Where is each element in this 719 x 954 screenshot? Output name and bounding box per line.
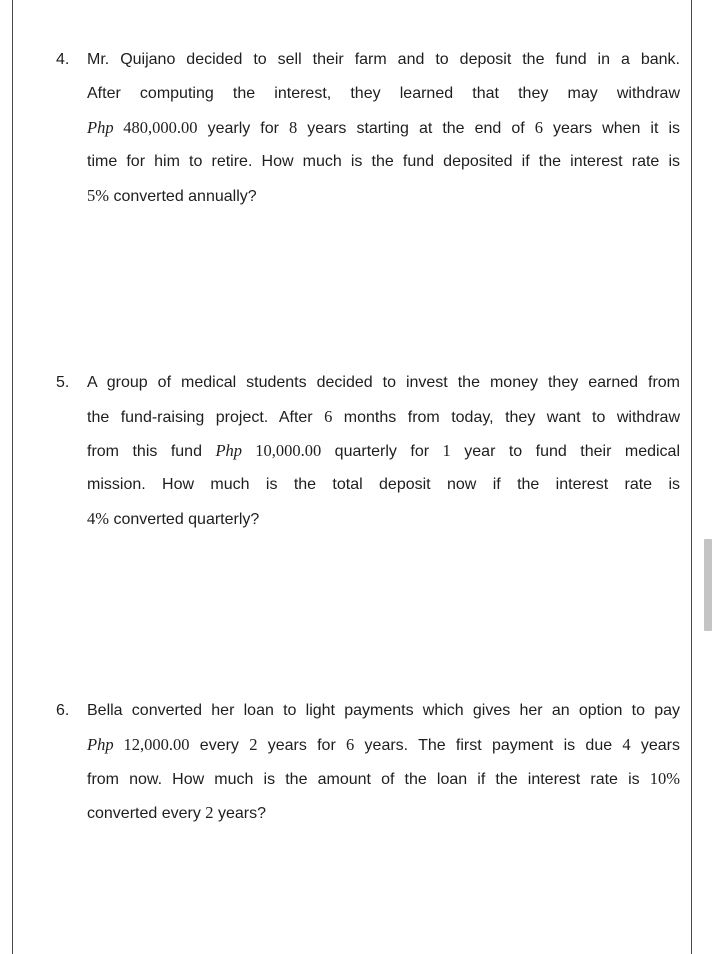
document-page <box>12 0 692 954</box>
problem-line: Bella converted her loan to light payments which gives her an option to pay <box>87 702 680 719</box>
problem-line: Php 480,000.00 yearly for 8 years starting at the end of 6 years when it is <box>87 118 681 137</box>
problem-line: the fund-raising project. After 6 months from today, they want to withdraw <box>87 407 681 426</box>
problem-line: Php 12,000.00 every 2 years for 6 years. The first payment is due 4 years <box>87 735 681 754</box>
problem-line: from this fund Php 10,000.00 quarterly for 1 year to fund their medical <box>87 441 681 460</box>
problem-line: 4% converted quarterly? <box>87 509 260 528</box>
problem-line: mission. How much is the total deposit now if the interest rate is <box>87 476 680 493</box>
problem-number: 5. <box>56 374 70 391</box>
problem-line: time for him to retire. How much is the fund deposited if the interest rate is <box>87 153 680 170</box>
problem-line: Mr. Quijano decided to sell their farm and to deposit the fund in a bank. <box>87 51 680 68</box>
problem-line: converted every 2 years? <box>87 803 266 822</box>
problem-line: After computing the interest, they learned that they may withdraw <box>87 85 680 102</box>
problem-line: A group of medical students decided to invest the money they earned from <box>87 374 680 391</box>
problem-number: 6. <box>56 702 70 719</box>
problem-line: from now. How much is the amount of the loan if the interest rate is 10% <box>87 769 680 788</box>
scrollbar-thumb[interactable] <box>704 539 712 631</box>
problem-number: 4. <box>56 51 70 68</box>
problem-line: 5% converted annually? <box>87 186 257 205</box>
